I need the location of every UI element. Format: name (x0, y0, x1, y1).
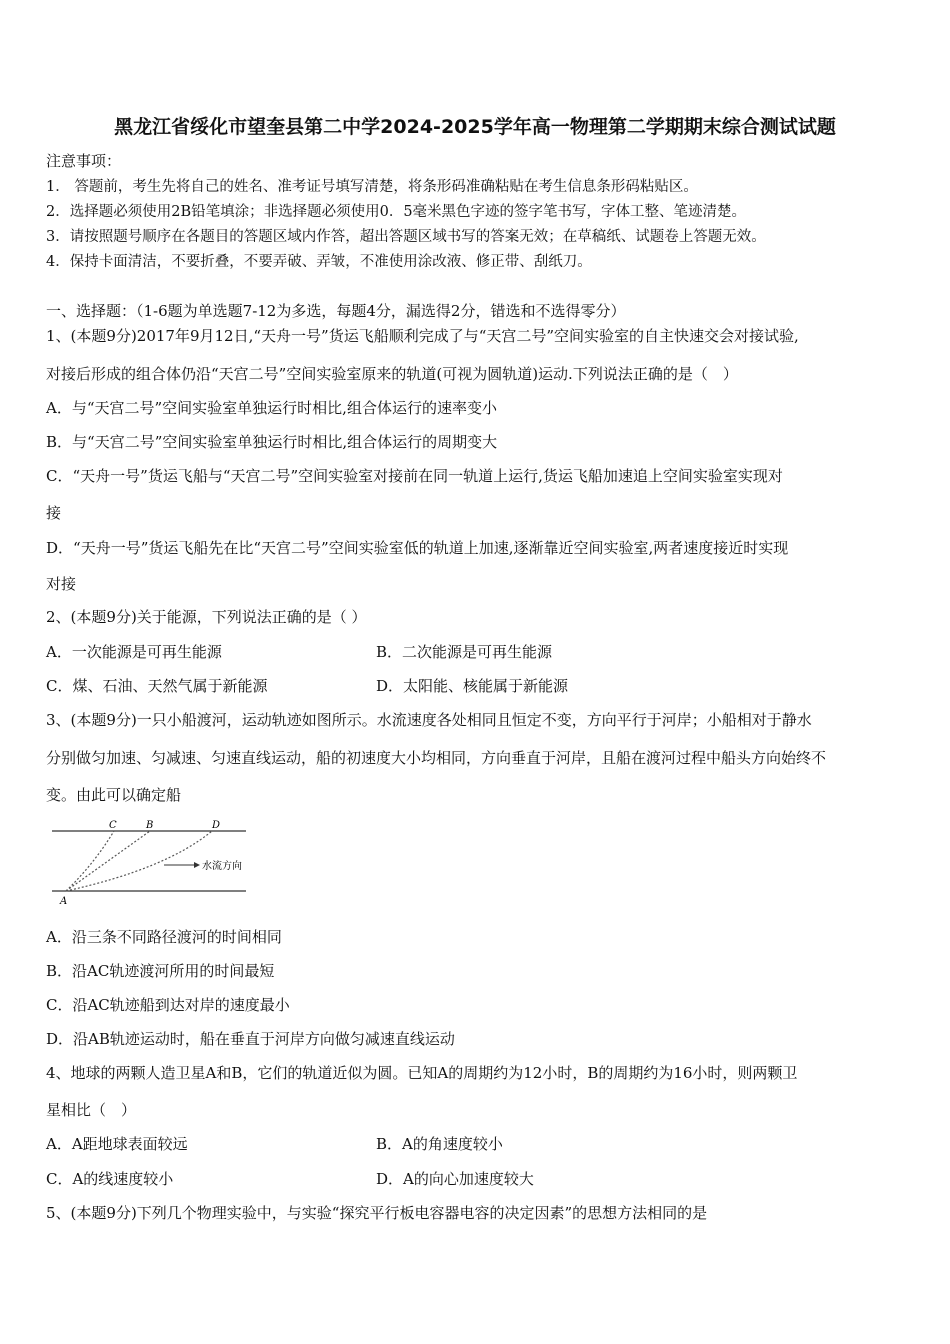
flow-arrowhead-icon (194, 862, 200, 868)
path-ad (66, 831, 212, 891)
q3-stem-line1: 3、(本题9分)一只小船渡河，运动轨迹如图所示。水流速度各处相同且恒定不变，方向平行于河岸；小船相对于静水 (46, 711, 812, 729)
q1-option-a: A．与“天宫二号”空间实验室单独运行时相比,组合体运行的速率变小 (46, 399, 497, 417)
q2-stem: 2、(本题9分)关于能源，下列说法正确的是（ ） (46, 608, 367, 626)
label-b: B (146, 820, 154, 831)
q1-option-b: B．与“天宫二号”空间实验室单独运行时相比,组合体运行的周期变大 (46, 433, 498, 451)
q4-stem-line2: 星相比（ ） (46, 1101, 137, 1119)
q1-option-d-line2: 对接 (46, 575, 77, 593)
q2-option-d: D．太阳能、核能属于新能源 (376, 677, 569, 695)
q1-stem-line2: 对接后形成的组合体仍沿“天宫二号”空间实验室原来的轨道(可视为圆轨道)运动.下列说法正确的是（ ） (46, 365, 738, 383)
q3-stem-line2: 分别做匀加速、匀减速、匀速直线运动，船的初速度大小均相同，方向垂直于河岸，且船在渡河过程中船头方向始终不 (46, 749, 827, 767)
page-title: 黑龙江省绥化市望奎县第二中学2024-2025学年高一物理第二学期期末综合测试试题 (114, 116, 836, 138)
label-c: C (109, 820, 117, 831)
q3-option-d: D．沿AB轨迹运动时，船在垂直于河岸方向做匀减速直线运动 (46, 1030, 455, 1048)
q4-stem-line1: 4、地球的两颗人造卫星A和B，它们的轨道近似为圆。已知A的周期约为12小时，B的周期约为16小时，则两颗卫 (46, 1064, 798, 1082)
q3-option-b: B．沿AC轨迹渡河所用的时间最短 (46, 962, 275, 980)
flow-direction-label: 水流方向 (202, 861, 242, 872)
q3-option-c: C．沿AC轨迹船到达对岸的速度最小 (46, 996, 290, 1014)
q1-option-d-line1: D．“天舟一号”货运飞船先在比“天宫二号”空间实验室低的轨道上加速,逐渐靠近空间实验室,两者速度接近时实现 (46, 539, 789, 557)
q4-option-b: B．A的角速度较小 (376, 1135, 503, 1153)
notice-item-4: 4．保持卡面清洁，不要折叠，不要弄破、弄皱，不准使用涂改液、修正带、刮纸刀。 (46, 254, 592, 270)
notice-item-1: 1． 答题前，考生先将自己的姓名、准考证号填写清楚，将条形码准确粘贴在考生信息条形码粘贴区。 (46, 179, 698, 195)
section-heading: 一、选择题：（1-6题为单选题7-12为多选，每题4分，漏选得2分，错选和不选得零分） (46, 302, 626, 320)
q3-stem-line3: 变。由此可以确定船 (46, 786, 182, 804)
q1-option-c-line2: 接 (46, 504, 62, 522)
q4-option-d: D．A的向心加速度较大 (376, 1170, 534, 1188)
q1-option-c-line1: C．“天舟一号”货运飞船与“天宫二号”空间实验室对接前在同一轨道上运行,货运飞船加速追上空间实验室实现对 (46, 467, 783, 485)
notice-heading: 注意事项： (46, 152, 122, 170)
q3-option-a: A．沿三条不同路径渡河的时间相同 (46, 928, 282, 946)
q5-stem: 5、(本题9分)下列几个物理实验中，与实验“探究平行板电容器电容的决定因素”的思想方法相同的是 (46, 1204, 708, 1222)
notice-item-2: 2．选择题必须使用2B铅笔填涂；非选择题必须使用0．5毫米黑色字迹的签字笔书写，字体工整、笔迹清楚。 (46, 204, 747, 220)
q1-stem-line1: 1、(本题9分)2017年9月12日,“天舟一号”货运飞船顺利完成了与“天宫二号”空间实验室的自主快速交会对接试验, (46, 327, 799, 345)
label-d: D (212, 820, 221, 831)
q2-option-b: B．二次能源是可再生能源 (376, 643, 553, 661)
q4-option-c: C．A的线速度较小 (46, 1170, 174, 1188)
q2-option-a: A．一次能源是可再生能源 (46, 643, 222, 661)
q4-option-a: A．A距地球表面较远 (46, 1135, 188, 1153)
path-ab (66, 831, 150, 891)
label-a: A (60, 896, 68, 906)
river-crossing-figure (46, 814, 256, 906)
notice-item-3: 3．请按照题号顺序在各题目的答题区域内作答，超出答题区域书写的答案无效；在草稿纸、试题卷上答题无效。 (46, 229, 766, 245)
q2-option-c: C．煤、石油、天然气属于新能源 (46, 677, 268, 695)
path-ac (66, 831, 114, 891)
